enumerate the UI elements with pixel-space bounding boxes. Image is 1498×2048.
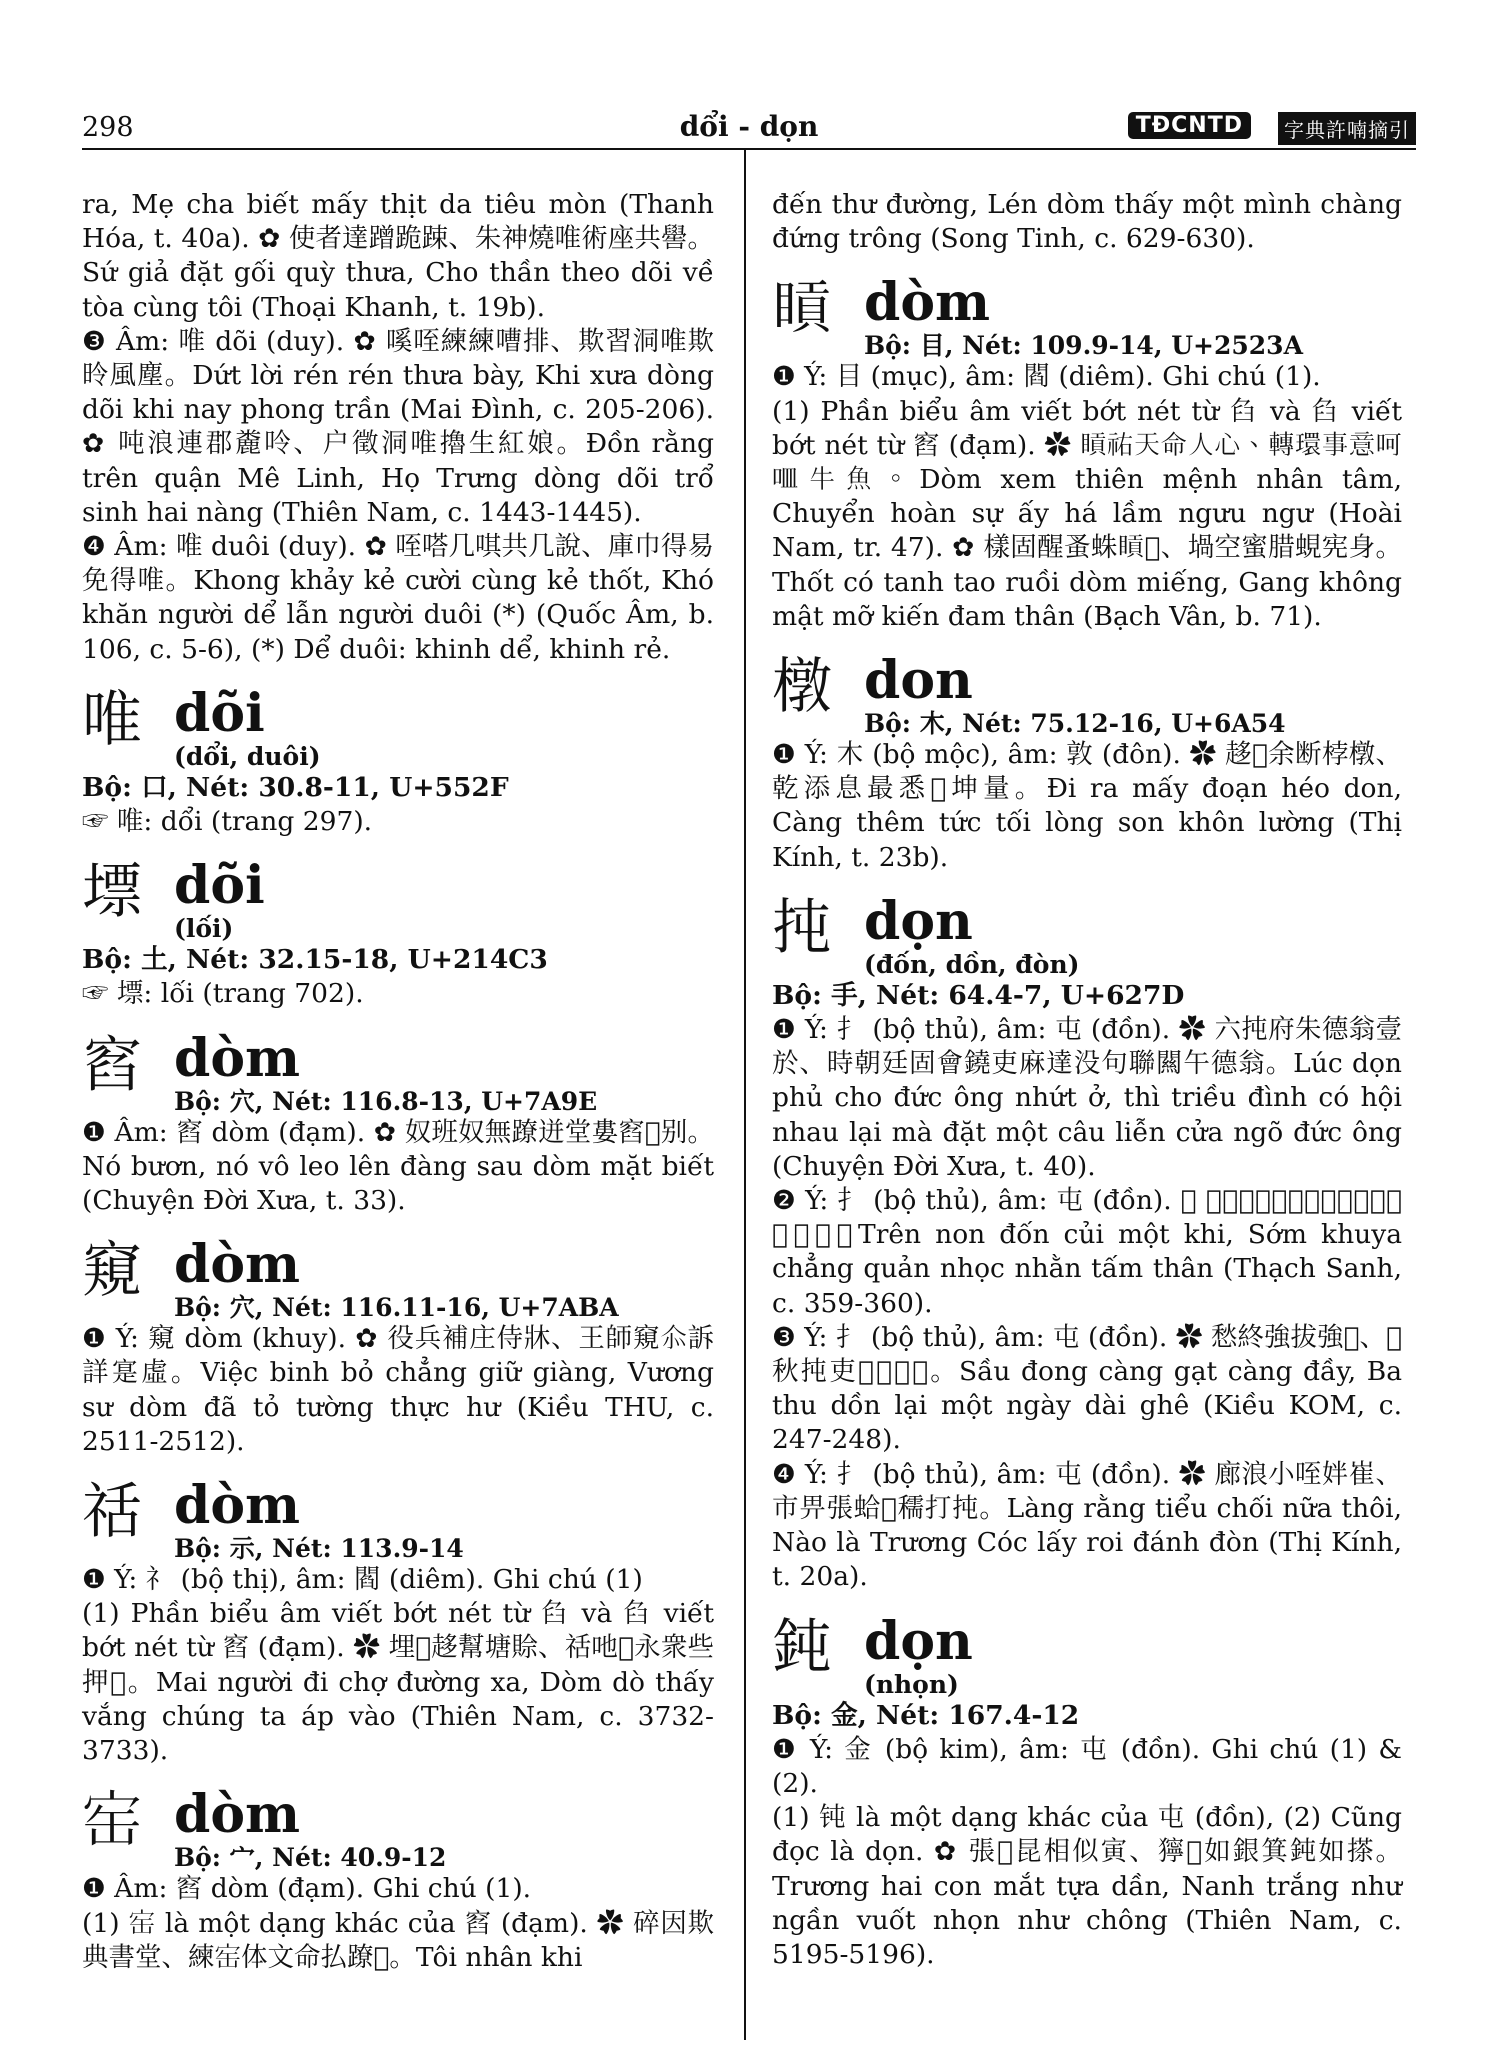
radical-info: Bộ: 目, Nét: 109.9-14, U+2523A [864, 331, 1303, 361]
publisher-logo: TĐCNTD [1128, 112, 1251, 139]
headword-character: 扽 [772, 892, 832, 963]
page-header [82, 108, 1416, 146]
entry [772, 652, 1402, 875]
entry-note: (1) 𡧰 là một dạng khác của 窞 (đạm). ✿ 碎因欺典書堂、練𡧰体文命払蹽𨅸。Tôi nhân khi [82, 1907, 714, 1973]
headword: dòm [864, 272, 991, 334]
headword: don [864, 650, 973, 712]
running-title: dổi - dọn [679, 110, 819, 143]
entry-body: ❶ Ý: 扌 (bộ thủ), âm: 屯 (đồn). ✿ 六扽府朱德翁壹於、時朝廷固會鐃吏麻達没句聯闗午德翁。Lúc dọn phủ cho đức ông nhứt ở, thì triều đình có hội nhau lại mà đặt một câu liễn cửa ngõ đức ông (Chuyện Đời Xưa, t. 40). [772, 1014, 1402, 1182]
headword-variants: (đốn, dồn, đòn) [864, 949, 1080, 979]
sense-paragraph: ❹ Âm: 唯 duôi (duy). ✿ 咥嗒几唭共几說、庫巾得易免得唯。Khong khảy kẻ cười cùng kẻ thốt, Khó khăn người dể lẫn người duôi (*) (Quốc Âm, b. 106, c. 5-6), (*) Dể duôi: khinh dể, khinh rẻ. [82, 531, 714, 665]
headword-character: 𡧰 [82, 1786, 142, 1857]
entry-body: ❶ Ý: 礻 (bộ thị), âm: 閻 (diêm). Ghi chú (1) [82, 1564, 643, 1596]
entry [772, 890, 1402, 1595]
headword-character: 𥈿 [772, 274, 832, 345]
entry-body: ❶ Ý: 窺 dòm (khuy). ✿ 役兵補庄侍牀、王師窺𠇍訴詳寔虛。Việc binh bỏ chẳng giữ giàng, Vương sư dòm đã tỏ tường thực hư (Kiều THU, c. 2511-2512). [82, 1323, 714, 1457]
radical-info: Bộ: 穴, Nét: 116.8-13, U+7A9E [174, 1086, 598, 1116]
header-rule [82, 148, 1416, 150]
headword: dòm [174, 1475, 301, 1537]
entry [772, 274, 1402, 634]
continued-paragraph: đến thư đường, Lén dòm thấy một mình chàng đứng trông (Song Tinh, c. 629-630). [772, 189, 1402, 255]
entry [82, 1236, 714, 1459]
entry-body: ❶ Âm: 窞 dòm (đạm). ✿ 奴班奴無蹽迸堂婁窞𥺌别。Nó bươn, nó vô leo lên đàng sau dòm mặt biết (Chuyện Đời Xưa, t. 33). [82, 1116, 714, 1217]
headword: dõi [174, 855, 265, 917]
headword: dòm [174, 1234, 301, 1296]
entry-note: (1) Phần biểu âm viết bớt nét từ 臽 và 臽 viết bớt nét từ 窞 (đạm). ✿ 埋𠊚趍幫塘賒、䄆吔𠸗永衆些押𠓨。Mai người đi chợ đường xa, Dòm dò thấy vắng chúng ta áp vào (Thiên Nam, c. 3732-3733). [82, 1598, 714, 1767]
radical-info: Bộ: 示, Nét: 113.9-14 [174, 1534, 464, 1564]
headword: dòm [174, 1027, 301, 1089]
entry [82, 857, 714, 1011]
headword-character: 窞 [82, 1029, 142, 1100]
continued-paragraph: ra, Mẹ cha biết mấy thịt da tiêu mòn (Thanh Hóa, t. 40a). ✿ 使者達蹭跪踈、朱神燒唯術座共嚳。Sứ giả đặt gối quỳ thưa, Cho thần theo dõi về tòa cùng tôi (Thoại Khanh, t. 19b). [82, 189, 714, 323]
headword-variants: (lối) [174, 914, 234, 944]
entry [82, 1477, 714, 1768]
entry-body: ❸ Ý: 扌 (bộ thủ), âm: 屯 (đồn). ✿ 愁終強拔強𣼱、𠀧秋扽吏𠬠𣈜𨱽𥟉。Sầu đong càng gạt càng đầy, Ba thu dồn lại một ngày dài ghê (Kiều KOM, c. 247-248). [772, 1321, 1402, 1456]
column-divider [744, 150, 746, 2040]
entry-body: ❶ Ý: 金 (bộ kim), âm: 屯 (đồn). Ghi chú (1) & (2). [772, 1733, 1402, 1799]
radical-info: Bộ: 土, Nét: 32.15-18, U+214C3 [82, 944, 548, 976]
entry-body: ❷ Ý: 扌 (bộ thủ), âm: 屯 (đồn). ✿ 𨕭𡽫扽檜𦾼欺、𣋽𡖼庄管辱㑲𠶢身。Trên non đốn củi một khi, Sớm khuya chẳng quản nhọc nhằn tấm thân (Thạch Sanh, c. 359-360). [772, 1185, 1402, 1319]
radical-info: Bộ: 宀, Nét: 40.9-12 [174, 1843, 447, 1873]
headword-character: 䄆 [82, 1477, 142, 1548]
entry-body: ❶ Âm: 窞 dòm (đạm). Ghi chú (1). [82, 1873, 532, 1905]
entry [82, 1786, 714, 1975]
entry-body: ❹ Ý: 扌 (bộ thủ), âm: 屯 (đồn). ✿ 廊浪小咥姅崔、市畀張蛤𥚄穤打扽。Làng rằng tiểu chối nữa thôi, Nào là Trương Cóc lấy roi đánh đòn (Thị Kính, t. 20a). [772, 1458, 1402, 1593]
page-number: 298 [82, 112, 134, 143]
entry-body: ❶ Ý: 木 (bộ mộc), âm: 敦 (đôn). ✿ 趍𧿨余断桲橔、乾添息最悉𤕔坤量。Đi ra mấy đoạn héo don, Càng thêm tức tối lòng son khôn lường (Thị Kính, t. 23b). [772, 739, 1402, 873]
radical-info: Bộ: 口, Nét: 30.8-11, U+552F [82, 771, 509, 803]
entry [82, 682, 714, 839]
dictionary-seal-logo: 字典許喃摘引 [1278, 112, 1416, 145]
headword: dòm [174, 1784, 301, 1846]
headword-character: 鈍 [772, 1612, 832, 1683]
headword-character: 窺 [82, 1236, 142, 1307]
entry [772, 1610, 1402, 1973]
entry-body: ☞ 唯: dổi (trang 297). [82, 806, 373, 838]
left-column [82, 188, 714, 1975]
headword-character: 唯 [82, 684, 142, 755]
sense-paragraph: ❸ Âm: 唯 dõi (duy). ✿ 嗘咥練練嘈排、欺習洞唯欺昤風塵。Dứt lời rén rén thưa bày, Khi xưa dòng dõi khi nay phong trần (Mai Đình, c. 205-206). ✿ 吨浪連郡麊呤、户徵洞唯擼生紅娘。Đồn rằng trên quận Mê Linh, Họ Trưng dòng dõi trổ sinh hai nàng (Thiên Nam, c. 1443-1445). [82, 325, 714, 528]
entry [82, 1027, 714, 1219]
entry-body: ☞ 墂: lối (trang 702). [82, 978, 364, 1010]
entry-body: ❶ Ý: 目 (mục), âm: 閻 (diêm). Ghi chú (1). [772, 361, 1321, 393]
entry-note: (1) Phần biểu âm viết bớt nét từ 臽 và 臽 viết bớt nét từ 窞 (đạm). ✿ 𥈿祐天命人心、轉環事意呵𠰘牛魚。Dòm xem thiên mệnh nhân tâm, Chuyển hoàn sự ấy há lầm ngưu ngư (Hoài Nam, tr. 47). ✿ 樣固醒蚤蛛𥈿𠸗、堝空蜜腊蜆宪身。Thốt có tanh tao ruồi dòm miếng, Gang không mật mỡ kiến đam thân (Bạch Vân, b. 71). [772, 395, 1402, 632]
right-column [772, 188, 1402, 1972]
headword-variants: (dổi, duôi) [174, 741, 321, 771]
radical-info: Bộ: 木, Nét: 75.12-16, U+6A54 [864, 709, 1286, 739]
headword: dọn [864, 1610, 973, 1672]
radical-info: Bộ: 手, Nét: 64.4-7, U+627D [772, 979, 1185, 1011]
entry-note: (1) 钝 là một dạng khác của 屯 (đồn), (2) Cũng đọc là dọn. ✿ 張𡗶昆相似寅、獰𠾕如銀箕鈍如搽。Trương hai con mắt tựa dần, Nanh trắng như ngần vuốt nhọn như chông (Thiên Nam, c. 5195-5196). [772, 1802, 1402, 1970]
headword: dọn [864, 890, 973, 952]
headword: dõi [174, 682, 265, 744]
headword-variants: (nhọn) [864, 1669, 959, 1699]
radical-info: Bộ: 穴, Nét: 116.11-16, U+7ABA [174, 1293, 619, 1323]
headword-character: 橔 [772, 652, 832, 723]
headword-character: 墂 [82, 857, 142, 928]
radical-info: Bộ: 金, Nét: 167.4-12 [772, 1699, 1080, 1731]
